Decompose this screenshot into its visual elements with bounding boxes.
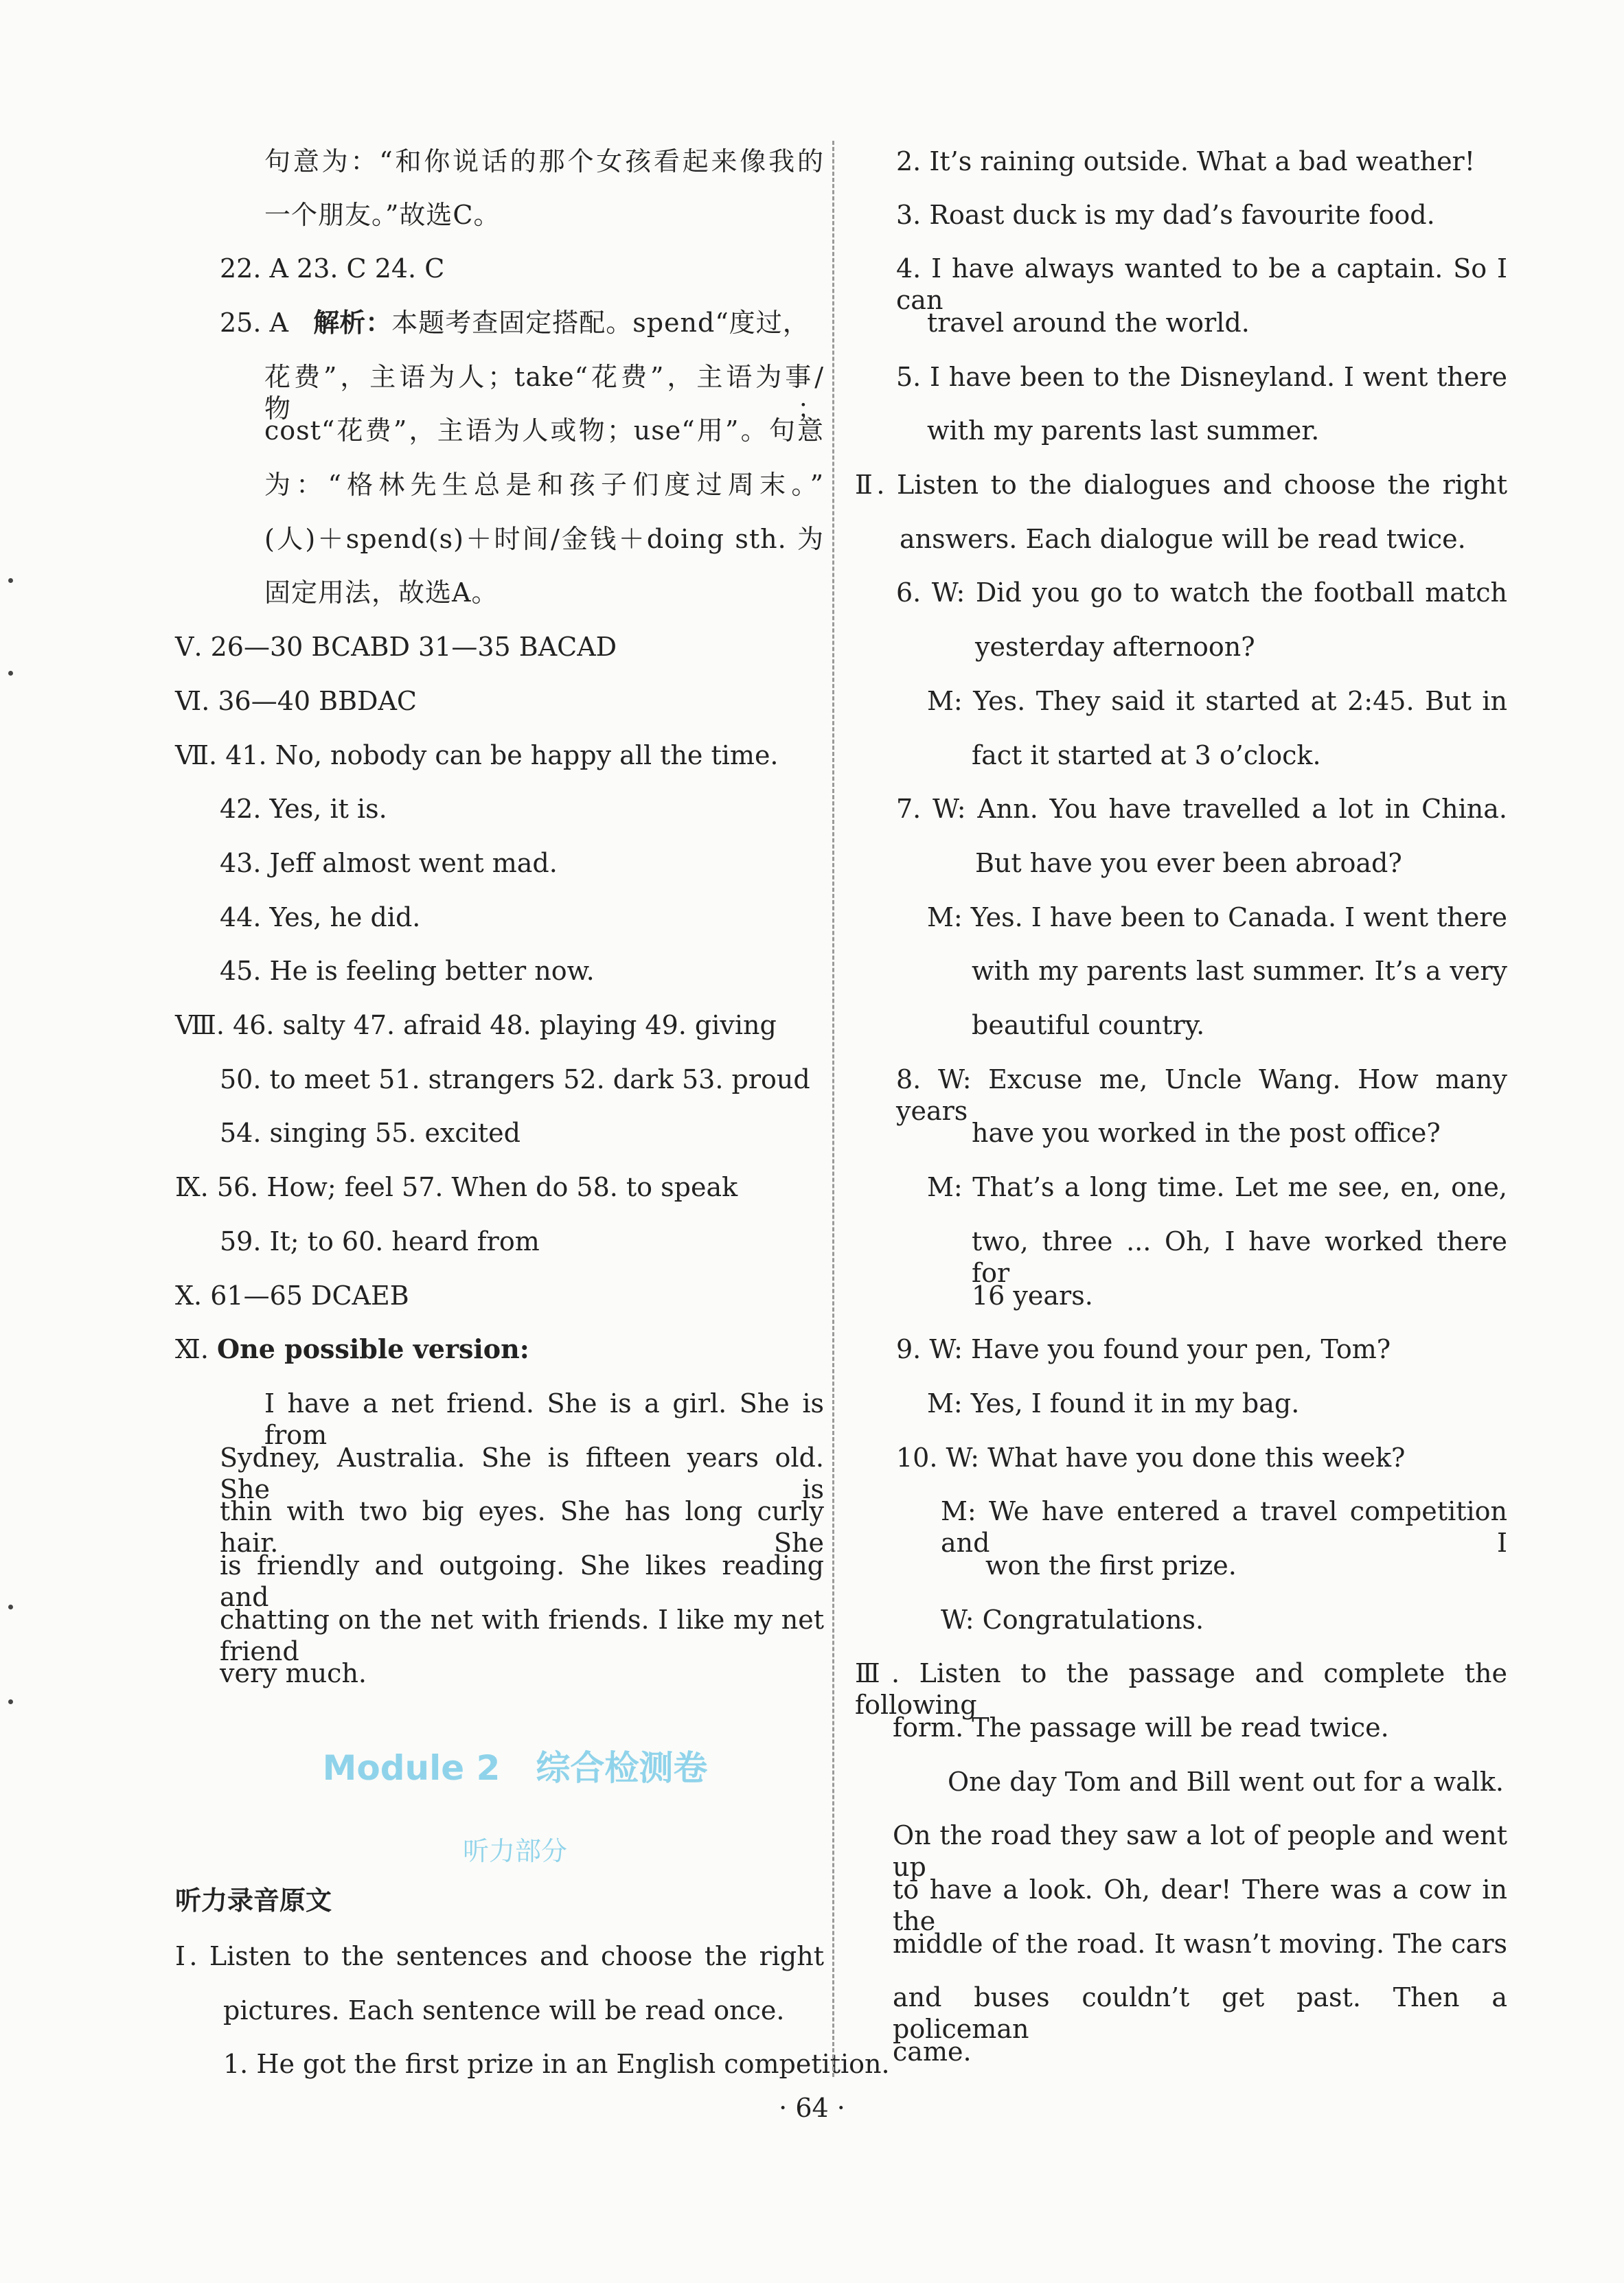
dialogue-line: 7. W: Ann. You have travelled a lot in China. — [896, 794, 1507, 824]
answer-line: 54. singing 55. excited — [220, 1118, 521, 1148]
passage-line: One day Tom and Bill went out for a walk. — [948, 1767, 1505, 1797]
essay-line: is friendly and outgoing. She likes reading and — [220, 1550, 824, 1612]
sentence-line: 2. It’s raining outside. What a bad weather! — [896, 146, 1475, 176]
passage-line: to have a look. Oh, dear! There was a cow in the — [893, 1874, 1507, 1936]
section-number: Ⅺ. — [175, 1334, 209, 1364]
answer-line: 45. He is feeling better now. — [220, 956, 595, 986]
answer-line: 59. It; to 60. heard from — [220, 1226, 540, 1257]
subsection-title: 听力录音原文 — [175, 1885, 332, 1916]
sentence-line: travel around the world. — [927, 308, 1250, 338]
dialogue-line: 6. W: Did you go to watch the football match — [896, 577, 1507, 608]
margin-mark — [8, 1699, 13, 1704]
essay-line: thin with two big eyes. She has long curly hair. She — [220, 1496, 824, 1558]
dialogue-line: with my parents last summer. It’s a very — [972, 956, 1507, 986]
dialogue-line: But have you ever been abroad? — [975, 848, 1402, 878]
sentence-line: 5. I have been to the Disneyland. I went there — [896, 362, 1507, 392]
analysis-text: 本题考查固定搭配。spend“度过， — [391, 308, 810, 338]
instruction-line: form. The passage will be read twice. — [893, 1712, 1389, 1743]
text-line: 一个朋友。”故选C。 — [264, 200, 501, 230]
text-line: 为：“格林先生总是和孩子们度过周末。” — [264, 470, 824, 500]
dialogue-line: W: Congratulations. — [941, 1605, 1204, 1635]
essay-line: I have a net friend. She is a girl. She is from — [264, 1388, 824, 1450]
dialogue-line: 8. W: Excuse me, Uncle Wang. How many years — [896, 1064, 1507, 1126]
margin-mark — [8, 671, 13, 676]
passage-line: On the road they saw a lot of people and went up — [893, 1820, 1507, 1882]
dialogue-line: M: That’s a long time. Let me see, en, one, — [927, 1172, 1507, 1202]
essay-line: chatting on the net with friends. I like my net friend — [220, 1605, 824, 1666]
analysis-label: 解析： — [313, 307, 392, 338]
answer-line: 43. Jeff almost went mad. — [220, 848, 558, 878]
instruction-line: Ⅰ. Listen to the sentences and choose the right — [175, 1941, 824, 1971]
passage-line: and buses couldn’t get past. Then a policeman — [893, 1982, 1507, 2044]
module-label: Module 2 — [322, 1748, 501, 1788]
instruction-line: pictures. Each sentence will be read once. — [223, 1995, 785, 2026]
instruction-line: Ⅲ. Listen to the passage and complete the following — [855, 1658, 1507, 1720]
essay-line: Sydney, Australia. She is fifteen years old. She is — [220, 1443, 824, 1504]
dialogue-line: M: Yes, I found it in my bag. — [927, 1388, 1300, 1419]
version-label: One possible version: — [217, 1333, 529, 1364]
column-divider — [832, 141, 834, 2077]
page-number: · 64 · — [779, 2093, 845, 2123]
instruction-line: Ⅱ. Listen to the dialogues and choose the right — [855, 470, 1507, 500]
dialogue-line: M: We have entered a travel competition and I — [941, 1496, 1507, 1558]
answer-line: 22. A 23. C 24. C — [220, 253, 445, 284]
module-title — [206, 1741, 824, 1790]
text-line: 花费”，主语为人；take“花费”，主语为事/物； — [264, 362, 824, 424]
text-line: (人)＋spend(s)＋时间/金钱＋doing sth. 为 — [264, 524, 824, 554]
section-answers — [175, 1333, 529, 1365]
essay-line: very much. — [220, 1658, 367, 1688]
passage-line: came. — [893, 2037, 972, 2067]
dialogue-line: 9. W: Have you found your pen, Tom? — [896, 1334, 1391, 1364]
sentence-line: with my parents last summer. — [927, 415, 1320, 446]
margin-mark — [8, 578, 13, 583]
dialogue-line: 10. W: What have you done this week? — [896, 1443, 1406, 1473]
question-number: 25. A — [220, 308, 288, 338]
answer-line: 44. Yes, he did. — [220, 902, 421, 932]
section-answers: Ⅵ. 36—40 BBDAC — [175, 686, 418, 716]
section-answers: Ⅷ. 46. salty 47. afraid 48. playing 49. giving — [175, 1010, 777, 1040]
dialogue-line: 16 years. — [972, 1281, 1093, 1311]
sentence-line: 4. I have always wanted to be a captain. So I can — [896, 253, 1507, 315]
answer-line: 50. to meet 51. strangers 52. dark 53. proud — [220, 1064, 810, 1094]
section-answers: Ⅴ. 26—30 BCABD 31—35 BACAD — [175, 632, 617, 662]
passage-line: middle of the road. It wasn’t moving. The cars — [893, 1929, 1507, 1959]
section-title: 听力部分 — [462, 1836, 567, 1866]
text-line: 句意为：“和你说话的那个女孩看起来像我的 — [264, 146, 824, 176]
margin-mark — [8, 1605, 13, 1609]
section-answers: Ⅸ. 56. How; feel 57. When do 58. to speak — [175, 1172, 738, 1202]
instruction-line: answers. Each dialogue will be read twice. — [900, 524, 1466, 554]
text-line: cost“花费”，主语为人或物；use“用”。句意 — [264, 415, 824, 446]
text-line: 固定用法，故选A。 — [264, 577, 499, 608]
dialogue-line: M: Yes. I have been to Canada. I went there — [927, 902, 1507, 932]
section-answers: Ⅹ. 61—65 DCAEB — [175, 1281, 409, 1311]
answer-line: 42. Yes, it is. — [220, 794, 387, 824]
module-name: 综合检测卷 — [536, 1748, 708, 1788]
sentence-line: 1. He got the first prize in an English competition. — [223, 2049, 890, 2079]
dialogue-line: beautiful country. — [972, 1010, 1205, 1040]
answer-line — [220, 307, 810, 339]
dialogue-line: fact it started at 3 o’clock. — [972, 740, 1321, 770]
section-answers: Ⅶ. 41. No, nobody can be happy all the time. — [175, 740, 779, 770]
dialogue-line: yesterday afternoon? — [975, 632, 1255, 662]
dialogue-line: won the first prize. — [985, 1550, 1237, 1581]
dialogue-line: have you worked in the post office? — [972, 1118, 1441, 1148]
dialogue-line: M: Yes. They said it started at 2:45. But in — [927, 686, 1507, 716]
dialogue-line: two, three ... Oh, I have worked there for — [972, 1226, 1507, 1288]
sentence-line: 3. Roast duck is my dad’s favourite food. — [896, 200, 1435, 230]
